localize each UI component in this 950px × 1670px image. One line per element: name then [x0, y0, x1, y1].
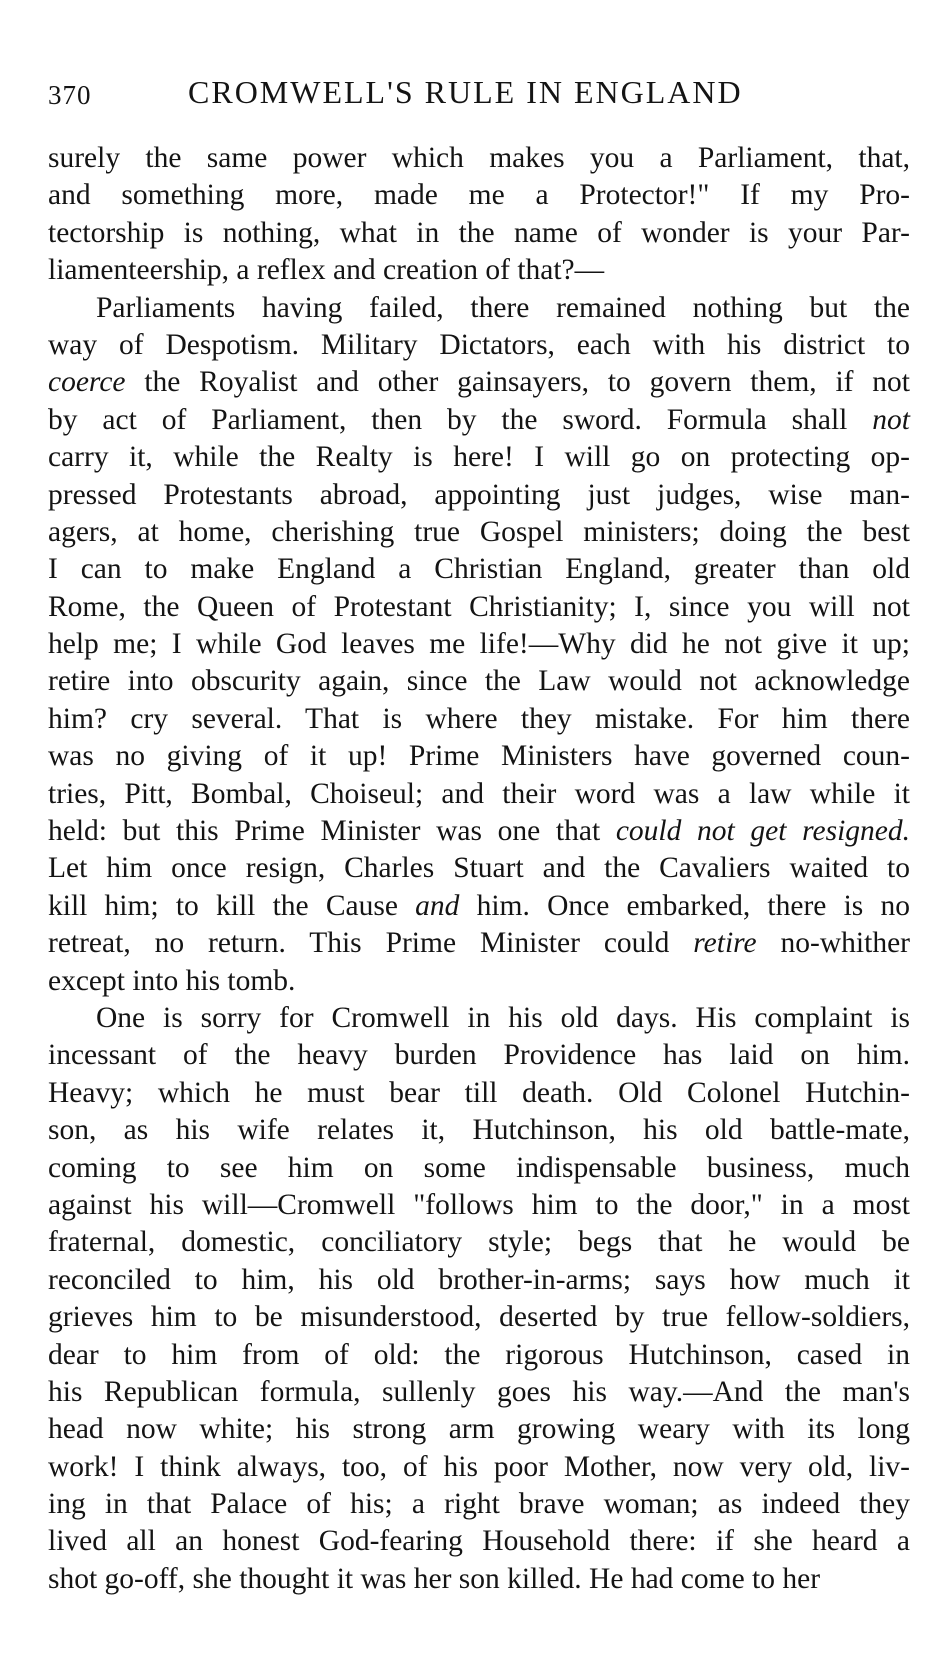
- text-run: head now white; his strong arm growing weary with its long: [48, 1413, 910, 1446]
- text-run: kill him; to kill the Cause: [48, 889, 416, 922]
- text-line: [48, 663, 910, 700]
- text-line: [48, 1449, 910, 1486]
- text-run: was no giving of it up! Prime Ministers have governed coun-: [48, 740, 910, 773]
- text-run: liamenteership, a reflex and creation of that?—: [48, 254, 605, 287]
- text-line: [48, 813, 910, 850]
- text-line: [48, 589, 910, 626]
- text-run: by act of Parliament, then by the sword. Formula shall: [48, 403, 873, 436]
- text-line: [48, 1561, 910, 1598]
- text-line: [48, 477, 910, 514]
- italic-text: coerce: [48, 366, 126, 399]
- text-run: carry it, while the Realty is here! I will go on protecting op-: [48, 441, 910, 474]
- text-run: fraternal, domestic, conciliatory style; begs that he would be: [48, 1226, 910, 1259]
- text-line: [48, 1486, 910, 1523]
- text-run: I can to make England a Christian England, greater than old: [48, 553, 910, 586]
- text-line: [48, 1374, 910, 1411]
- italic-text: not: [872, 403, 910, 436]
- text-run: Rome, the Queen of Protestant Christianity; I, since you will not: [48, 590, 910, 623]
- text-line: [48, 738, 910, 775]
- text-run: agers, at home, cherishing true Gospel ministers; doing the best: [48, 515, 910, 548]
- text-line: [48, 1187, 910, 1224]
- text-line: [48, 551, 910, 588]
- text-line: [48, 327, 910, 364]
- text-run: shot go-off, she thought it was her son killed. He had come to her: [48, 1562, 821, 1595]
- text-line: [48, 1299, 910, 1336]
- text-run: way of Despotism. Military Dictators, each with his district to: [48, 328, 910, 361]
- text-run: ing in that Palace of his; a right brave woman; as indeed they: [48, 1488, 910, 1521]
- text-run: grieves him to be misunderstood, deserted by true fellow-soldiers,: [48, 1301, 910, 1334]
- text-line: [48, 1112, 910, 1149]
- text-line: [48, 1000, 910, 1037]
- italic-text: and: [415, 889, 460, 922]
- text-line: [48, 776, 910, 813]
- paragraph: [48, 1000, 910, 1598]
- text-run: work! I think always, too, of his poor Mother, now very old, liv-: [48, 1450, 910, 1483]
- text-line: [48, 140, 910, 177]
- text-run: Parliaments having failed, there remained nothing but the: [96, 291, 910, 324]
- text-run: reconciled to him, his old brother-in-arms; says how much it: [48, 1263, 910, 1296]
- text-run: lived all an honest God-fearing Household there: if she heard a: [48, 1525, 910, 1558]
- text-line: [48, 177, 910, 214]
- text-run: incessant of the heavy burden Providence has laid on him.: [48, 1039, 910, 1072]
- text-line: [48, 364, 910, 401]
- text-run: dear to him from of old: the rigorous Hutchinson, cased in: [48, 1338, 910, 1371]
- page-number: 370: [48, 80, 92, 110]
- text-line: [48, 925, 910, 962]
- text-line: [48, 1523, 910, 1560]
- text-run: except into his tomb.: [48, 964, 296, 997]
- text-run: against his will—Cromwell "follows him to the door," in a most: [48, 1188, 910, 1221]
- text-line: [48, 439, 910, 476]
- text-run: retire into obscurity again, since the Law would not acknowledge: [48, 665, 910, 698]
- text-run: help me; I while God leaves me life!—Why did he not give it up;: [48, 628, 910, 661]
- text-line: [48, 701, 910, 738]
- text-run: Heavy; which he must bear till death. Old Colonel Hutchin-: [48, 1076, 910, 1109]
- text-run: tries, Pitt, Bombal, Choiseul; and their word was a law while it: [48, 777, 910, 810]
- text-run: no-whither: [756, 927, 910, 960]
- running-title: CROMWELL'S RULE IN ENGLAND: [188, 74, 743, 110]
- text-line: [48, 1037, 910, 1074]
- text-line: [48, 626, 910, 663]
- text-run: him. Once embarked, there is no: [459, 889, 910, 922]
- text-run: held: but this Prime Minister was one that: [48, 815, 616, 848]
- paragraph: [48, 140, 910, 290]
- text-line: [48, 1411, 910, 1448]
- text-line: [48, 1075, 910, 1112]
- text-line: [48, 402, 910, 439]
- body-text: [48, 140, 910, 1598]
- text-run: and something more, made me a Protector!" If my Pro-: [48, 179, 910, 212]
- text-run: coming to see him on some indispensable business, much: [48, 1151, 910, 1184]
- text-run: son, as his wife relates it, Hutchinson, his old battle-mate,: [48, 1114, 910, 1147]
- italic-text: retire: [693, 927, 757, 960]
- text-run: pressed Protestants abroad, appointing just judges, wise man-: [48, 478, 910, 511]
- paragraph: [48, 290, 910, 1000]
- text-line: [48, 1262, 910, 1299]
- page-header: [48, 74, 908, 114]
- text-line: [48, 1150, 910, 1187]
- text-run: him? cry several. That is where they mistake. For him there: [48, 702, 910, 735]
- text-line: [48, 215, 910, 252]
- text-line: [48, 850, 910, 887]
- text-run: surely the same power which makes you a Parliament, that,: [48, 142, 910, 174]
- text-run: tectorship is nothing, what in the name of wonder is your Par-: [48, 216, 910, 249]
- text-run: Let him once resign, Charles Stuart and the Cavaliers waited to: [48, 852, 910, 885]
- text-line: [48, 963, 910, 1000]
- text-line: [48, 290, 910, 327]
- text-run: retreat, no return. This Prime Minister could: [48, 927, 694, 960]
- text-line: [48, 252, 910, 289]
- text-line: [48, 514, 910, 551]
- text-run: the Royalist and other gainsayers, to govern them, if not: [125, 366, 910, 399]
- text-run: his Republican formula, sullenly goes his way.—And the man's: [48, 1375, 910, 1408]
- text-line: [48, 1224, 910, 1261]
- text-line: [48, 1337, 910, 1374]
- text-run: One is sorry for Cromwell in his old days. His complaint is: [96, 1001, 910, 1034]
- italic-text: could not get resigned.: [615, 815, 910, 848]
- text-line: [48, 888, 910, 925]
